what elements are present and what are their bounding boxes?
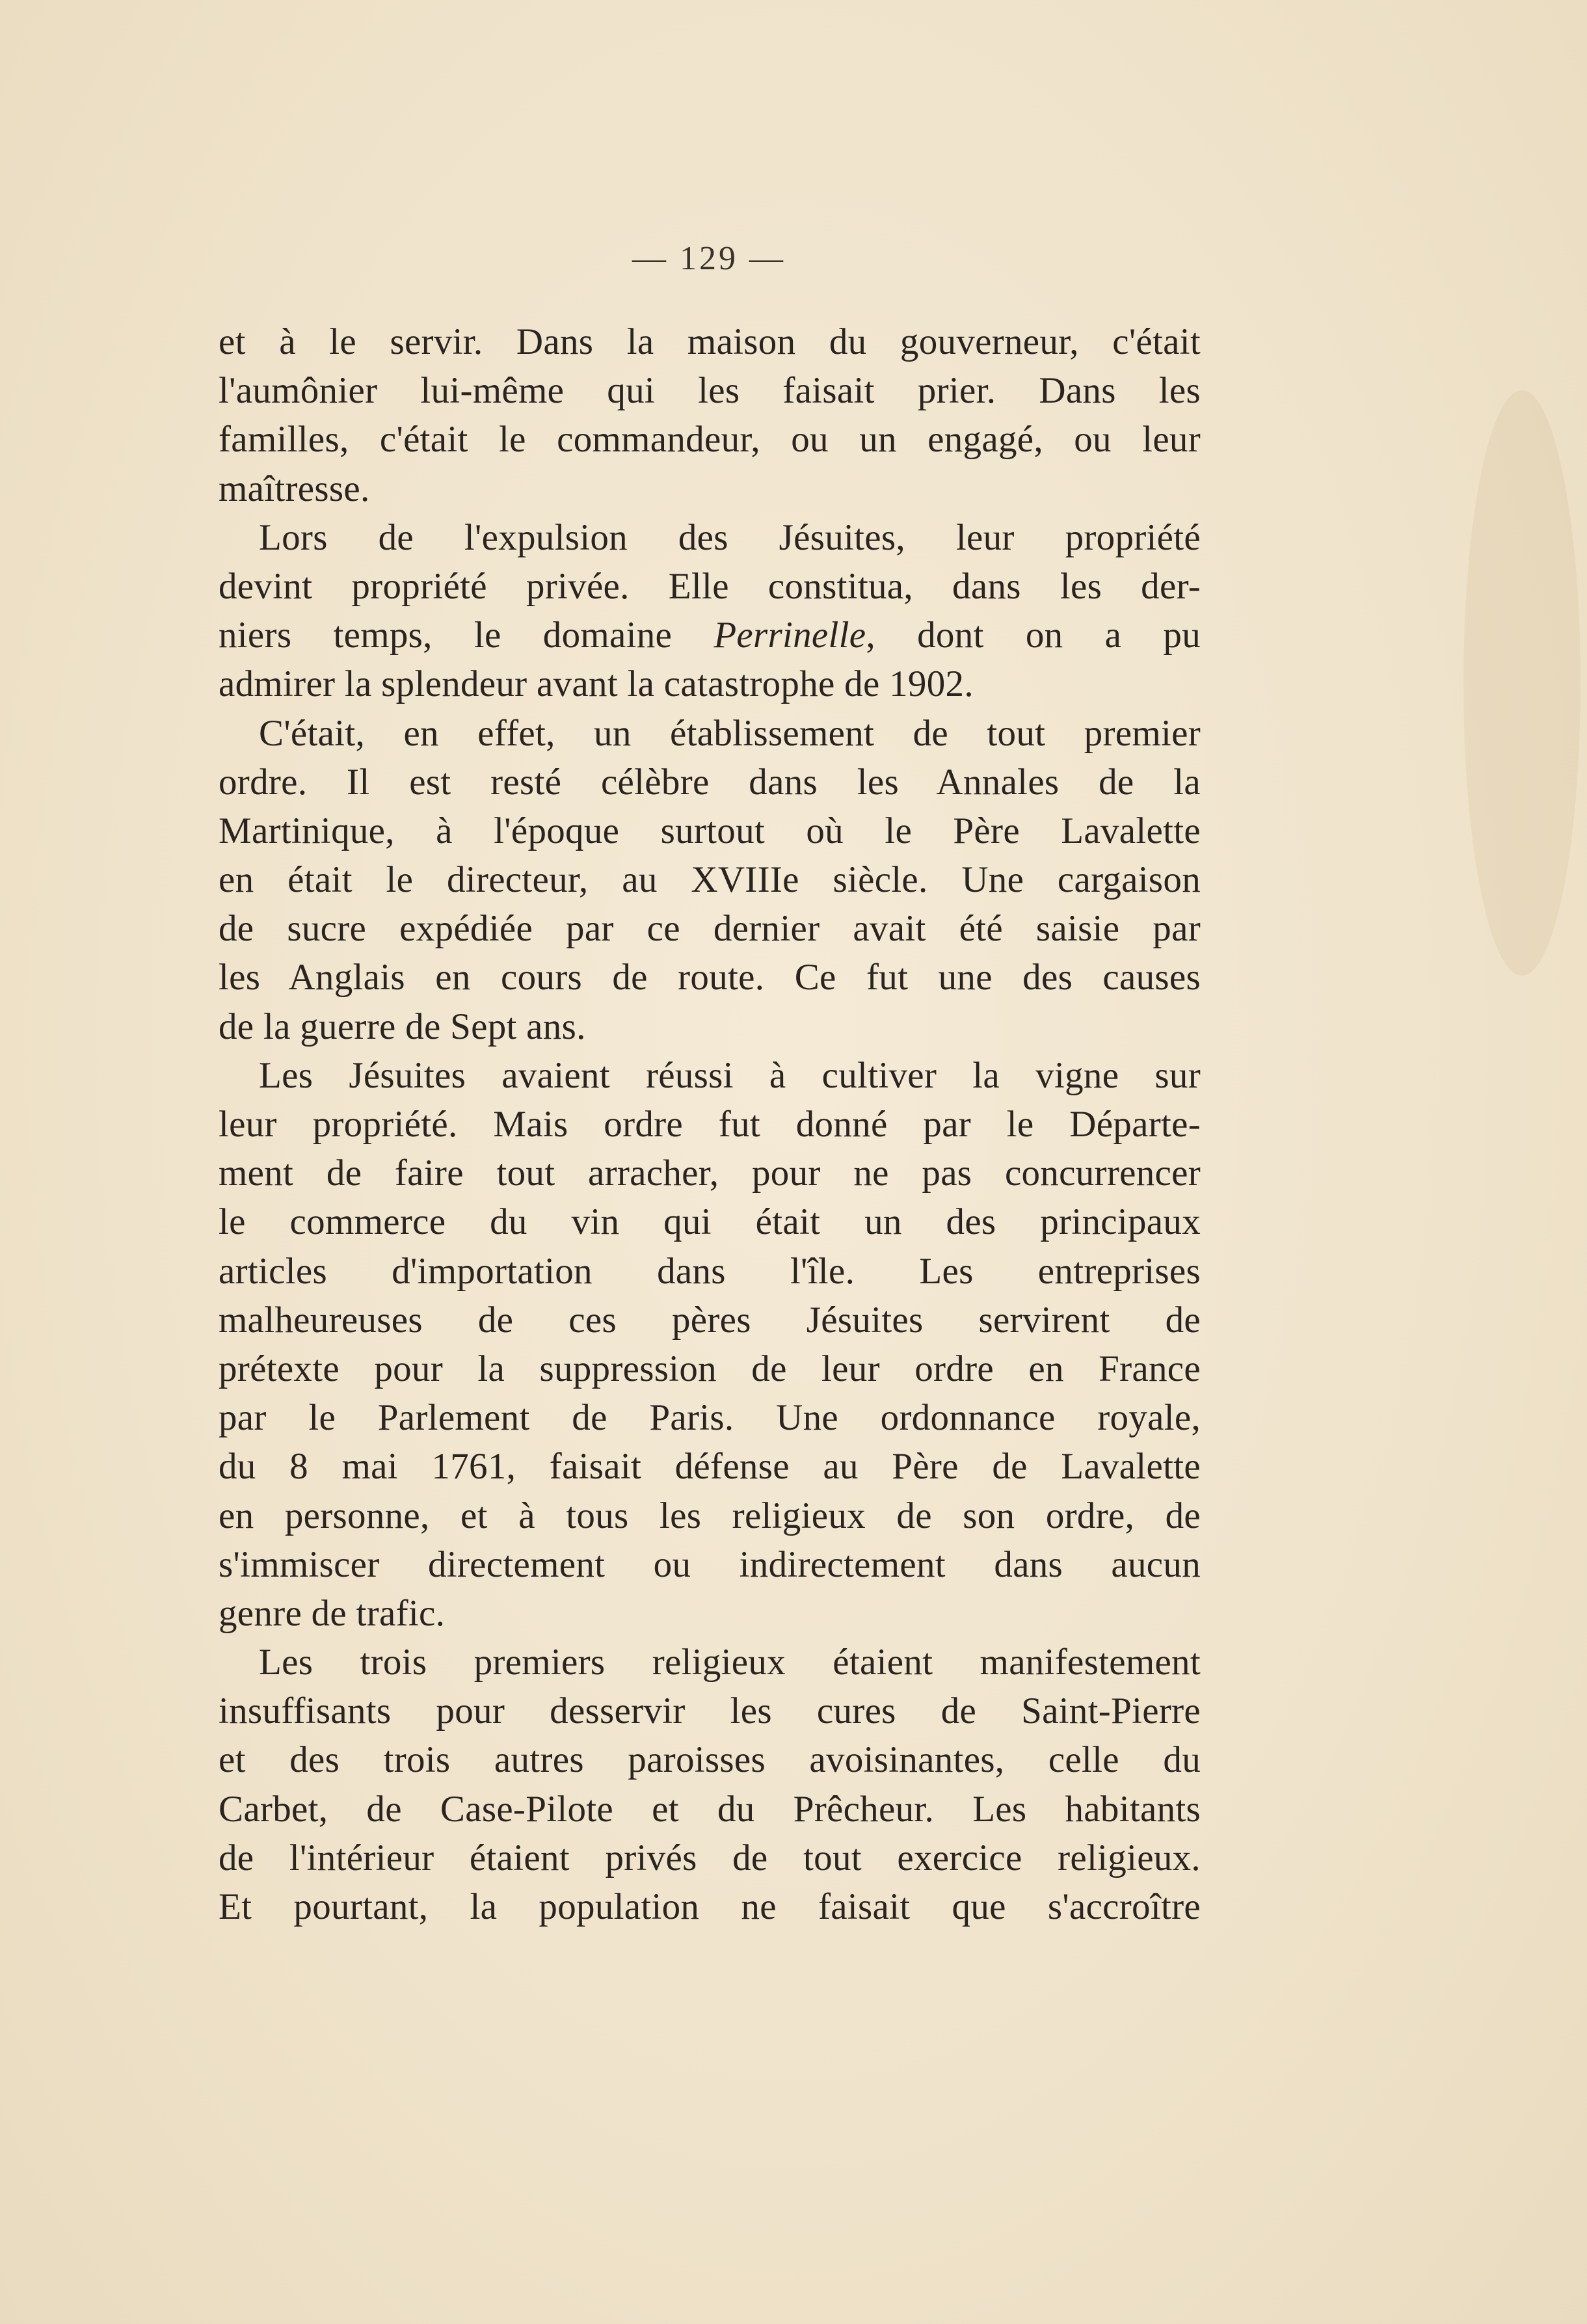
text-line: genre de trafic. xyxy=(219,1592,446,1634)
text-line: devint propriété privée. Elle constitua, dans les der- xyxy=(219,565,1201,607)
text-line: ment de faire tout arracher, pour ne pas concurrencer xyxy=(219,1153,1201,1194)
text-line: de sucre expédiée par ce dernier avait été saisie par xyxy=(219,908,1201,950)
text-line: s'immiscer directement ou indirectement dans aucun xyxy=(219,1543,1201,1585)
text-line: par le Parlement de Paris. Une ordonnance royale, xyxy=(219,1397,1201,1439)
text-line: prétexte pour la suppression de leur ordre en France xyxy=(219,1348,1201,1389)
text-line: admirer la splendeur avant la catastrophe de 1902. xyxy=(219,663,974,705)
text-line: maîtresse. xyxy=(219,468,370,509)
text-line: Les trois premiers religieux étaient manifestement xyxy=(259,1642,1201,1683)
page-number: — 129 — xyxy=(632,240,786,277)
text-line: familles, c'était le commandeur, ou un engagé, ou leur xyxy=(219,419,1201,461)
paper-stain xyxy=(1463,390,1580,976)
text-line: Les Jésuites avaient réussi à cultiver la vigne sur xyxy=(259,1054,1201,1096)
text-line: l'aumônier lui-même qui les faisait prier. Dans les xyxy=(219,370,1201,412)
text-line: Carbet, de Case-Pilote et du Prêcheur. Les habitants xyxy=(219,1788,1201,1830)
text-line: insuffisants pour desservir les cures de Saint-Pierre xyxy=(219,1690,1201,1732)
text-line: du 8 mai 1761, faisait défense au Père de Lavalette xyxy=(219,1446,1201,1488)
text-line: Et pourtant, la population ne faisait que s'accroître xyxy=(219,1886,1201,1927)
text-line: les Anglais en cours de route. Ce fut une des causes xyxy=(219,957,1201,998)
text-line: Lors de l'expulsion des Jésuites, leur propriété xyxy=(259,516,1201,558)
text-line: de la guerre de Sept ans. xyxy=(219,1006,586,1047)
text-line: de l'intérieur étaient privés de tout exercice religieux. xyxy=(219,1837,1201,1878)
text-line: le commerce du vin qui était un des principaux xyxy=(219,1201,1201,1243)
body-text xyxy=(219,317,1201,1931)
text-line: en était le directeur, au XVIIIe siècle. Une cargaison xyxy=(219,859,1201,901)
text-line: C'était, en effet, un établissement de tout premier xyxy=(259,712,1201,754)
text-line: articles d'importation dans l'île. Les entreprises xyxy=(219,1250,1201,1292)
text-line: leur propriété. Mais ordre fut donné par le Départe- xyxy=(219,1104,1201,1145)
text-line: niers temps, le domaine Perrinelle, dont on a pu xyxy=(219,615,1201,656)
text-line: ordre. Il est resté célèbre dans les Annales de la xyxy=(219,761,1201,803)
italic-name: Perrinelle xyxy=(713,615,866,656)
text-line: malheureuses de ces pères Jésuites servirent de xyxy=(219,1299,1201,1341)
text-line: en personne, et à tous les religieux de son ordre, de xyxy=(219,1495,1201,1536)
text-line: et à le servir. Dans la maison du gouverneur, c'était xyxy=(219,321,1201,362)
text-line: et des trois autres paroisses avoisinantes, celle du xyxy=(219,1739,1201,1781)
text-line: Martinique, à l'époque surtout où le Père Lavalette xyxy=(219,810,1201,851)
